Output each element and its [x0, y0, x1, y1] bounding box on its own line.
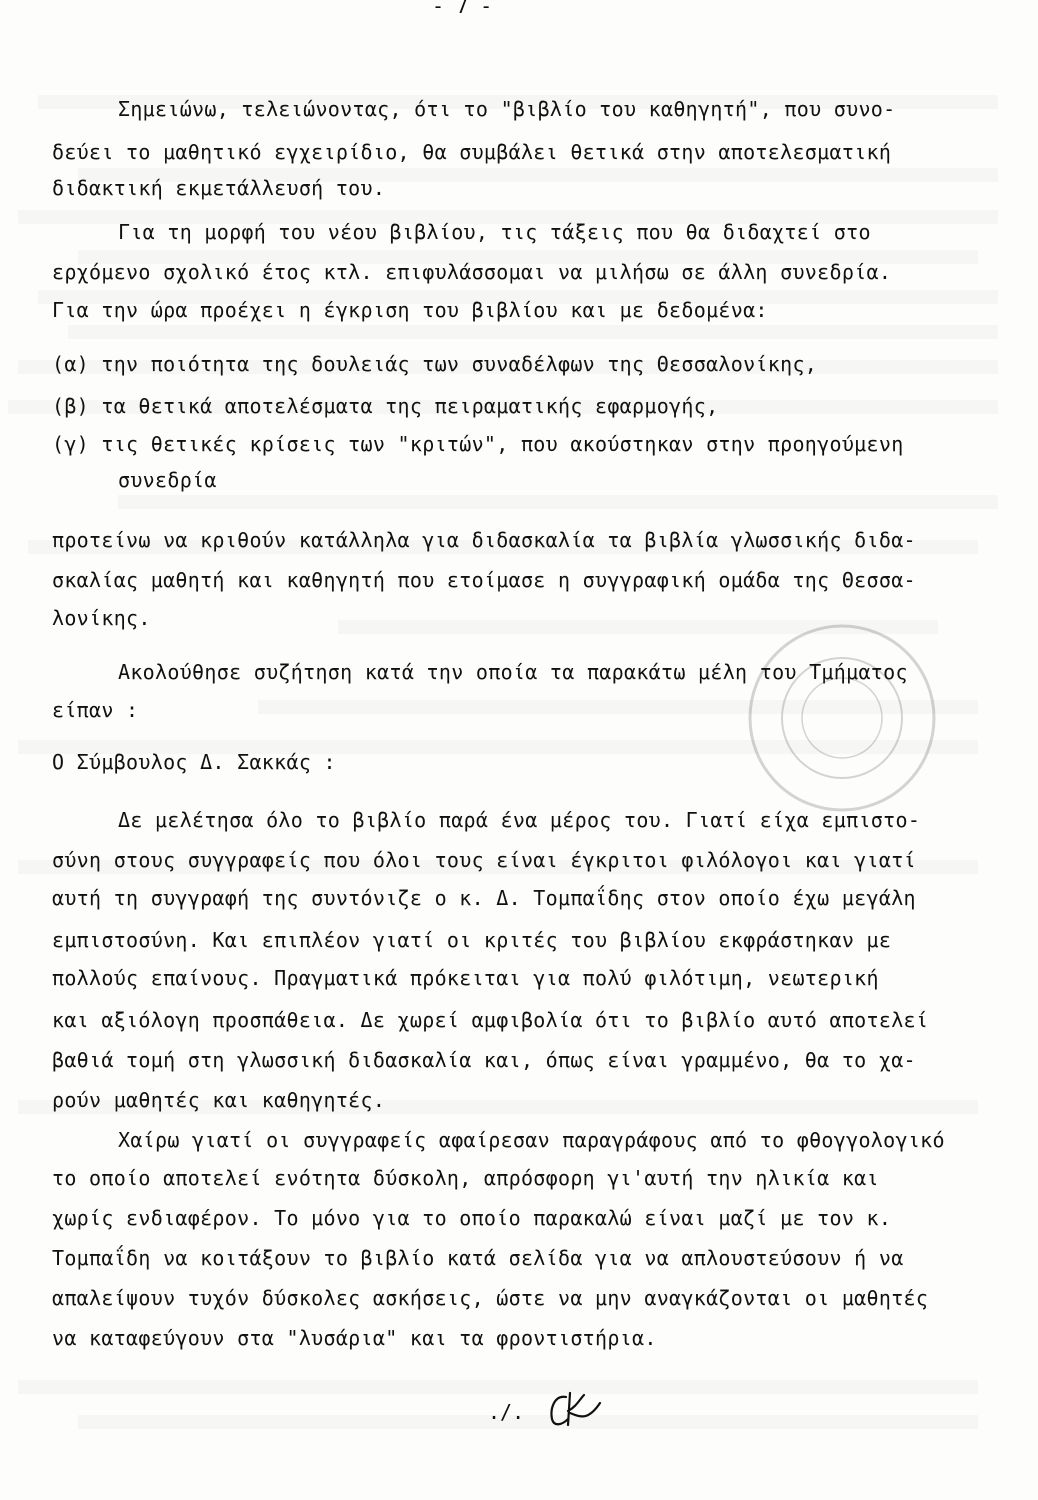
page-number: - 7 - [432, 0, 493, 18]
text-line: λονίκης. [52, 606, 151, 630]
text-line: το οποίο αποτελεί ενότητα δύσκολη, απρόσφορη γι'αυτή την ηλικία και [52, 1166, 879, 1190]
text-line: δεύει το μαθητικό εγχειρίδιο, θα συμβάλει θετικά στην αποτελεσματική [52, 140, 892, 164]
text-line: να καταφεύγουν στα "λυσάρια" και τα φροντιστήρια. [52, 1326, 657, 1350]
text-line: ερχόμενο σχολικό έτος κτλ. επιφυλάσσομαι να μιλήσω σε άλλη συνεδρία. [52, 260, 892, 284]
text-line: Σημειώνω, τελειώνοντας, ότι το "βιβλίο του καθηγητή", που συνο- [118, 97, 896, 121]
text-line: Για τη μορφή του νέου βιβλίου, τις τάξεις που θα διδαχτεί στο [118, 220, 871, 244]
text-line: Τομπαΐδη να κοιτάξουν το βιβλίο κατά σελίδα για να απλουστεύσουν ή να [52, 1246, 904, 1270]
text-line: Για την ώρα προέχει η έγκριση του βιβλίου και με δεδομένα: [52, 298, 768, 322]
text-line: (α) την ποιότητα της δουλειάς των συναδέλφων της Θεσσαλονίκης, [52, 352, 818, 376]
text-line: συνεδρία [118, 468, 217, 492]
closing-mark: ./. [488, 1400, 525, 1424]
text-line: απαλείψουν τυχόν δύσκολες ασκήσεις, ώστε να μην αναγκάζονται οι μαθητές [52, 1286, 929, 1310]
text-line: προτείνω να κριθούν κατάλληλα για διδασκαλία τα βιβλία γλωσσικής διδα- [52, 528, 916, 552]
text-line: πολλούς επαίνους. Πραγματικά πρόκειται για πολύ φιλότιμη, νεωτερική [52, 966, 879, 990]
text-line: σκαλίας μαθητή και καθηγητή που ετοίμασε η συγγραφική ομάδα της Θεσσα- [52, 568, 916, 592]
text-line: αυτή τη συγγραφή της συντόνιζε ο κ. Δ. Τομπαΐδης στον οποίο έχω μεγάλη [52, 886, 916, 910]
text-line: και αξιόλογη προσπάθεια. Δε χωρεί αμφιβολία ότι το βιβλίο αυτό αποτελεί [52, 1008, 929, 1032]
text-line: Ο Σύμβουλος Δ. Σακκάς : [52, 750, 336, 774]
handwritten-initials-icon [552, 1393, 600, 1425]
text-line: ρούν μαθητές και καθηγητές. [52, 1088, 386, 1112]
text-line: διδακτική εκμετάλλευσή του. [52, 176, 386, 200]
text-line: σύνη στους συγγραφείς που όλοι τους είναι έγκριτοι φιλόλογοι και γιατί [52, 848, 916, 872]
signature [488, 1385, 618, 1435]
text-line: Χαίρω γιατί οι συγγραφείς αφαίρεσαν παραγράφους από το φθογγολογικό [118, 1128, 945, 1152]
text-line: βαθιά τομή στη γλωσσική διδασκαλία και, όπως είναι γραμμένο, θα το χα- [52, 1048, 916, 1072]
text-line: Ακολούθησε συζήτηση κατά την οποία τα παρακάτω μέλη του Τμήματος [118, 660, 908, 684]
text-line: Δε μελέτησα όλο το βιβλίο παρά ένα μέρος του. Γιατί είχα εμπιστο- [118, 808, 921, 832]
text-line: (γ) τις θετικές κρίσεις των "κριτών", που ακούστηκαν στην προηγούμενη [52, 432, 904, 456]
text-line: (β) τα θετικά αποτελέσματα της πειραματικής εφαρμογής, [52, 394, 719, 418]
text-line: είπαν : [52, 698, 139, 722]
text-line: χωρίς ενδιαφέρον. Το μόνο για το οποίο παρακαλώ είναι μαζί με τον κ. [52, 1206, 892, 1230]
text-line: εμπιστοσύνη. Και επιπλέον γιατί οι κριτές του βιβλίου εκφράστηκαν με [52, 928, 892, 952]
